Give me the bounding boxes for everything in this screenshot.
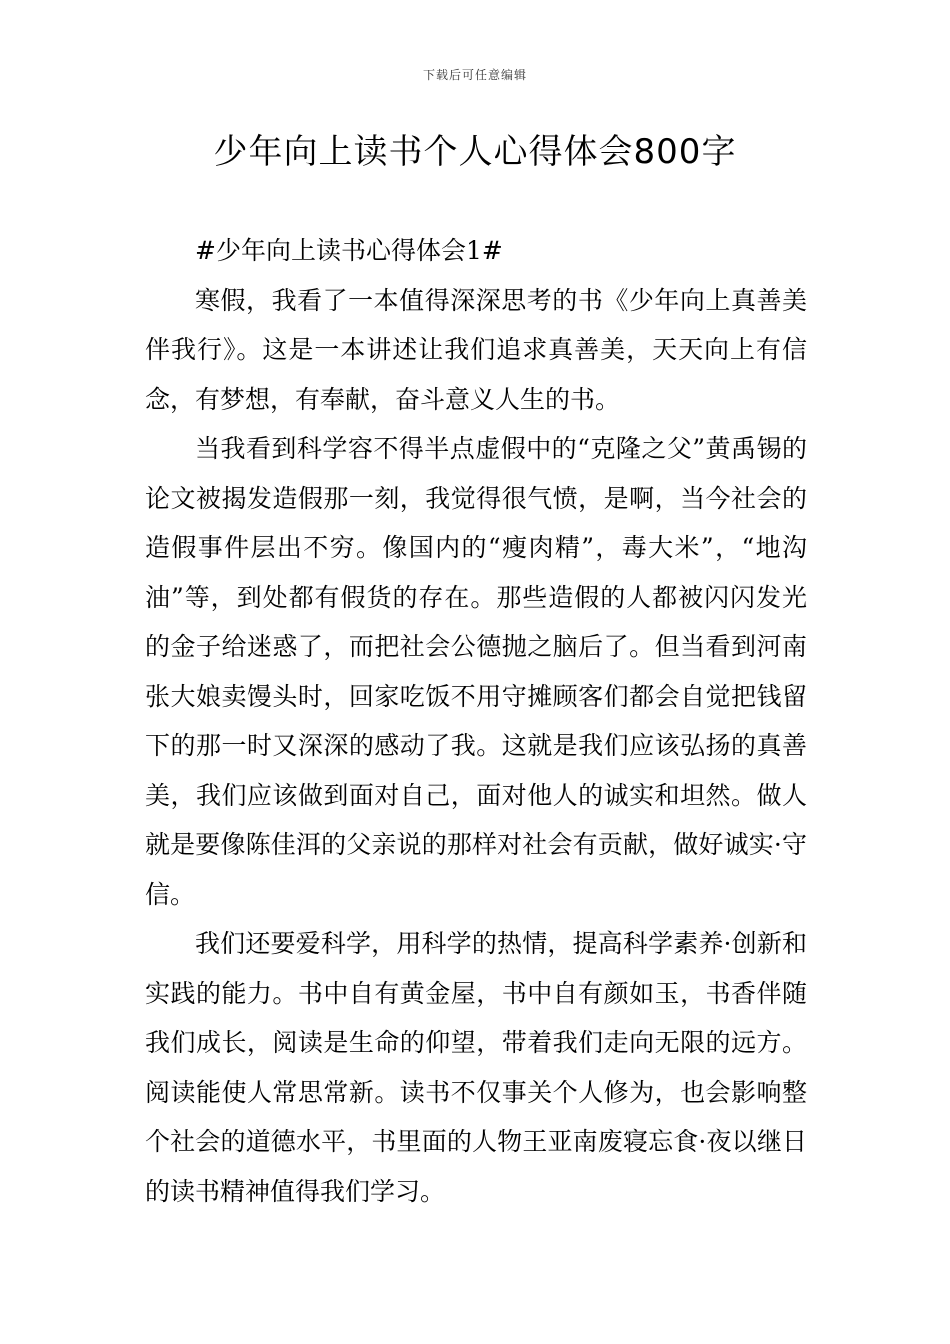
header-note: 下载后可任意编辑 (422, 68, 527, 82)
page-title: 少年向上读书个人心得体会800字 (213, 132, 737, 172)
paragraph-3: 我们还要爱科学，用科学的热情，提高科学素养·创新和实践的能力。书中自有黄金屋，书中自有颜如玉，书香伴随我们成长，阅读是生命的仰望，带着我们走向无限的远方。阅读能使人常思常新。读书不仅事关个人修为，也会影响整个社会的道德水平，书里面的人物王亚南废寝忘食·夜以继日的读书精神值得我们学习。 (145, 929, 807, 1206)
paragraph-1: 寒假，我看了一本值得深深思考的书《少年向上真善美伴我行》。这是一本讲述让我们追求真善美，天天向上有信念，有梦想，有奉献，奋斗意义人生的书。 (145, 285, 807, 414)
document-body (145, 226, 807, 1216)
paragraph-2: 当我看到科学容不得半点虚假中的“克隆之父”黄禹锡的论文被揭发造假那一刻，我觉得很气愤，是啊，当今社会的造假事件层出不穷。像国内的“瘦肉精”，毒大米”，“地沟油”等，到处都有假货的存在。那些造假的人都被闪闪发光的金子给迷惑了，而把社会公德抛之脑后了。但当看到河南张大娘卖馒头时，回家吃饭不用守摊顾客们都会自觉把钱留下的那一时又深深的感动了我。这就是我们应该弘扬的真善美，我们应该做到面对自己，面对他人的诚实和坦然。做人就是要像陈佳洱的父亲说的那样对社会有贡献，做好诚实·守信。 (145, 434, 807, 909)
section-heading: #少年向上读书心得体会1# (195, 236, 503, 265)
